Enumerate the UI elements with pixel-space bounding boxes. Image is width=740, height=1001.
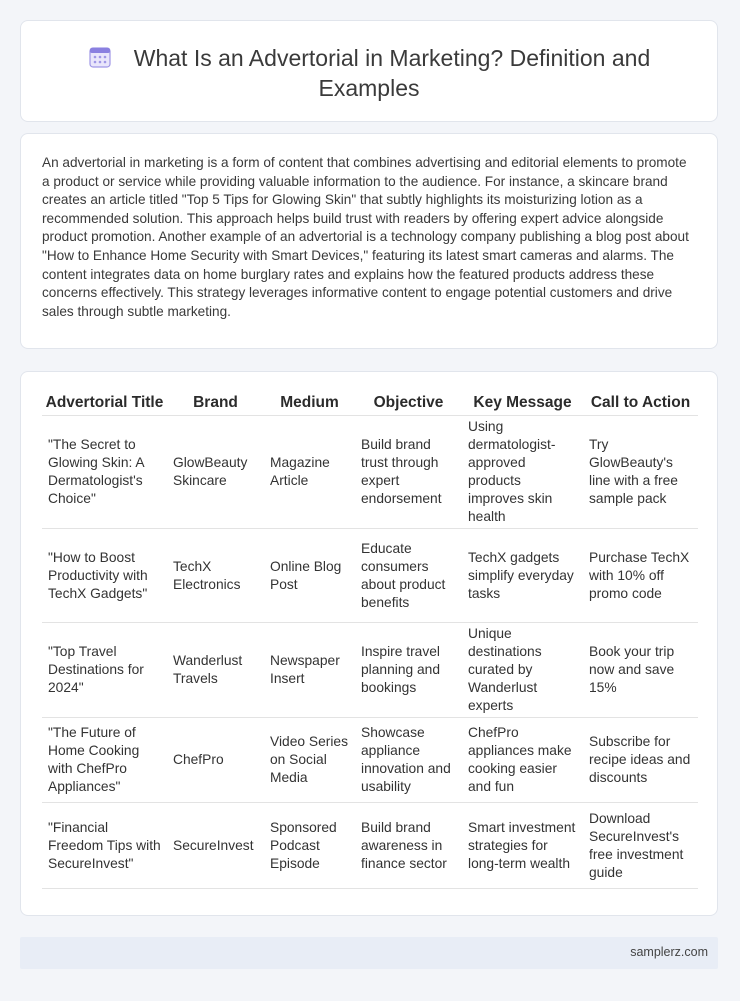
page-title: What Is an Advertorial in Marketing? Definition and Examples bbox=[133, 45, 651, 101]
table-cell: "How to Boost Productivity with TechX Gadgets" bbox=[42, 529, 167, 623]
table-cell: Build brand awareness in finance sector bbox=[355, 803, 462, 889]
table-cell: Book your trip now and save 15% bbox=[583, 623, 698, 718]
table-cell: Smart investment strategies for long-term wealth bbox=[462, 803, 583, 889]
table-cell: ChefPro appliances make cooking easier and fun bbox=[462, 718, 583, 803]
table-cell: "Top Travel Destinations for 2024" bbox=[42, 623, 167, 718]
intro-paragraph: An advertorial in marketing is a form of content that combines advertising and editorial elements to promote a product or service while providing valuable information to the audience. For instance, a skincare brand creates an article titled "Top 5 Tips for Glowing Skin" that subtly highlights its moisturizing lotion as a recommended solution. This approach helps build trust with readers by offering expert advice alongside product promotion. Another example of an advertorial is a technology company publishing a blog post about "How to Enhance Home Security with Smart Devices," featuring its latest smart cameras and alarms. The content integrates data on home burglary rates and explains how the featured products address these concerns effectively. This strategy leverages informative content to engage potential customers and drive sales through subtle marketing. bbox=[42, 155, 689, 319]
footer-site-link[interactable]: samplerz.com bbox=[630, 945, 708, 959]
table-card bbox=[20, 371, 718, 916]
table-cell: Educate consumers about product benefits bbox=[355, 529, 462, 623]
table-cell: Build brand trust through expert endorsement bbox=[355, 416, 462, 529]
calendar-icon bbox=[88, 45, 112, 69]
table-row bbox=[42, 416, 698, 529]
table-cell: Using dermatologist-approved products improves skin health bbox=[462, 416, 583, 529]
table-cell: Inspire travel planning and bookings bbox=[355, 623, 462, 718]
table-cell: "The Secret to Glowing Skin: A Dermatologist's Choice" bbox=[42, 416, 167, 529]
table-cell: TechX gadgets simplify everyday tasks bbox=[462, 529, 583, 623]
table-cell: Try GlowBeauty's line with a free sample pack bbox=[583, 416, 698, 529]
advertorial-table bbox=[42, 390, 698, 889]
title-card bbox=[20, 20, 718, 122]
table-cell: Magazine Article bbox=[264, 416, 355, 529]
table-row bbox=[42, 623, 698, 718]
page-title-wrap bbox=[61, 43, 677, 103]
intro-card bbox=[20, 133, 718, 349]
table-cell: Purchase TechX with 10% off promo code bbox=[583, 529, 698, 623]
footer-bar bbox=[20, 937, 718, 969]
table-cell: Unique destinations curated by Wanderlust experts bbox=[462, 623, 583, 718]
table-cell: SecureInvest bbox=[167, 803, 264, 889]
table-cell: "The Future of Home Cooking with ChefPro Appliances" bbox=[42, 718, 167, 803]
column-header: Advertorial Title bbox=[42, 390, 167, 416]
table-cell: "Financial Freedom Tips with SecureInvest" bbox=[42, 803, 167, 889]
table-cell: Video Series on Social Media bbox=[264, 718, 355, 803]
column-header: Call to Action bbox=[583, 390, 698, 416]
table-cell: Sponsored Podcast Episode bbox=[264, 803, 355, 889]
table-cell: Showcase appliance innovation and usability bbox=[355, 718, 462, 803]
column-header: Key Message bbox=[462, 390, 583, 416]
table-row bbox=[42, 803, 698, 889]
table-cell: Subscribe for recipe ideas and discounts bbox=[583, 718, 698, 803]
column-header: Brand bbox=[167, 390, 264, 416]
table-row bbox=[42, 718, 698, 803]
table-row bbox=[42, 529, 698, 623]
column-header: Objective bbox=[355, 390, 462, 416]
table-cell: Wanderlust Travels bbox=[167, 623, 264, 718]
table-cell: Download SecureInvest's free investment guide bbox=[583, 803, 698, 889]
table-cell: GlowBeauty Skincare bbox=[167, 416, 264, 529]
table-cell: ChefPro bbox=[167, 718, 264, 803]
table-cell: Online Blog Post bbox=[264, 529, 355, 623]
table-cell: TechX Electronics bbox=[167, 529, 264, 623]
column-header: Medium bbox=[264, 390, 355, 416]
table-header-row bbox=[42, 390, 698, 416]
table-cell: Newspaper Insert bbox=[264, 623, 355, 718]
